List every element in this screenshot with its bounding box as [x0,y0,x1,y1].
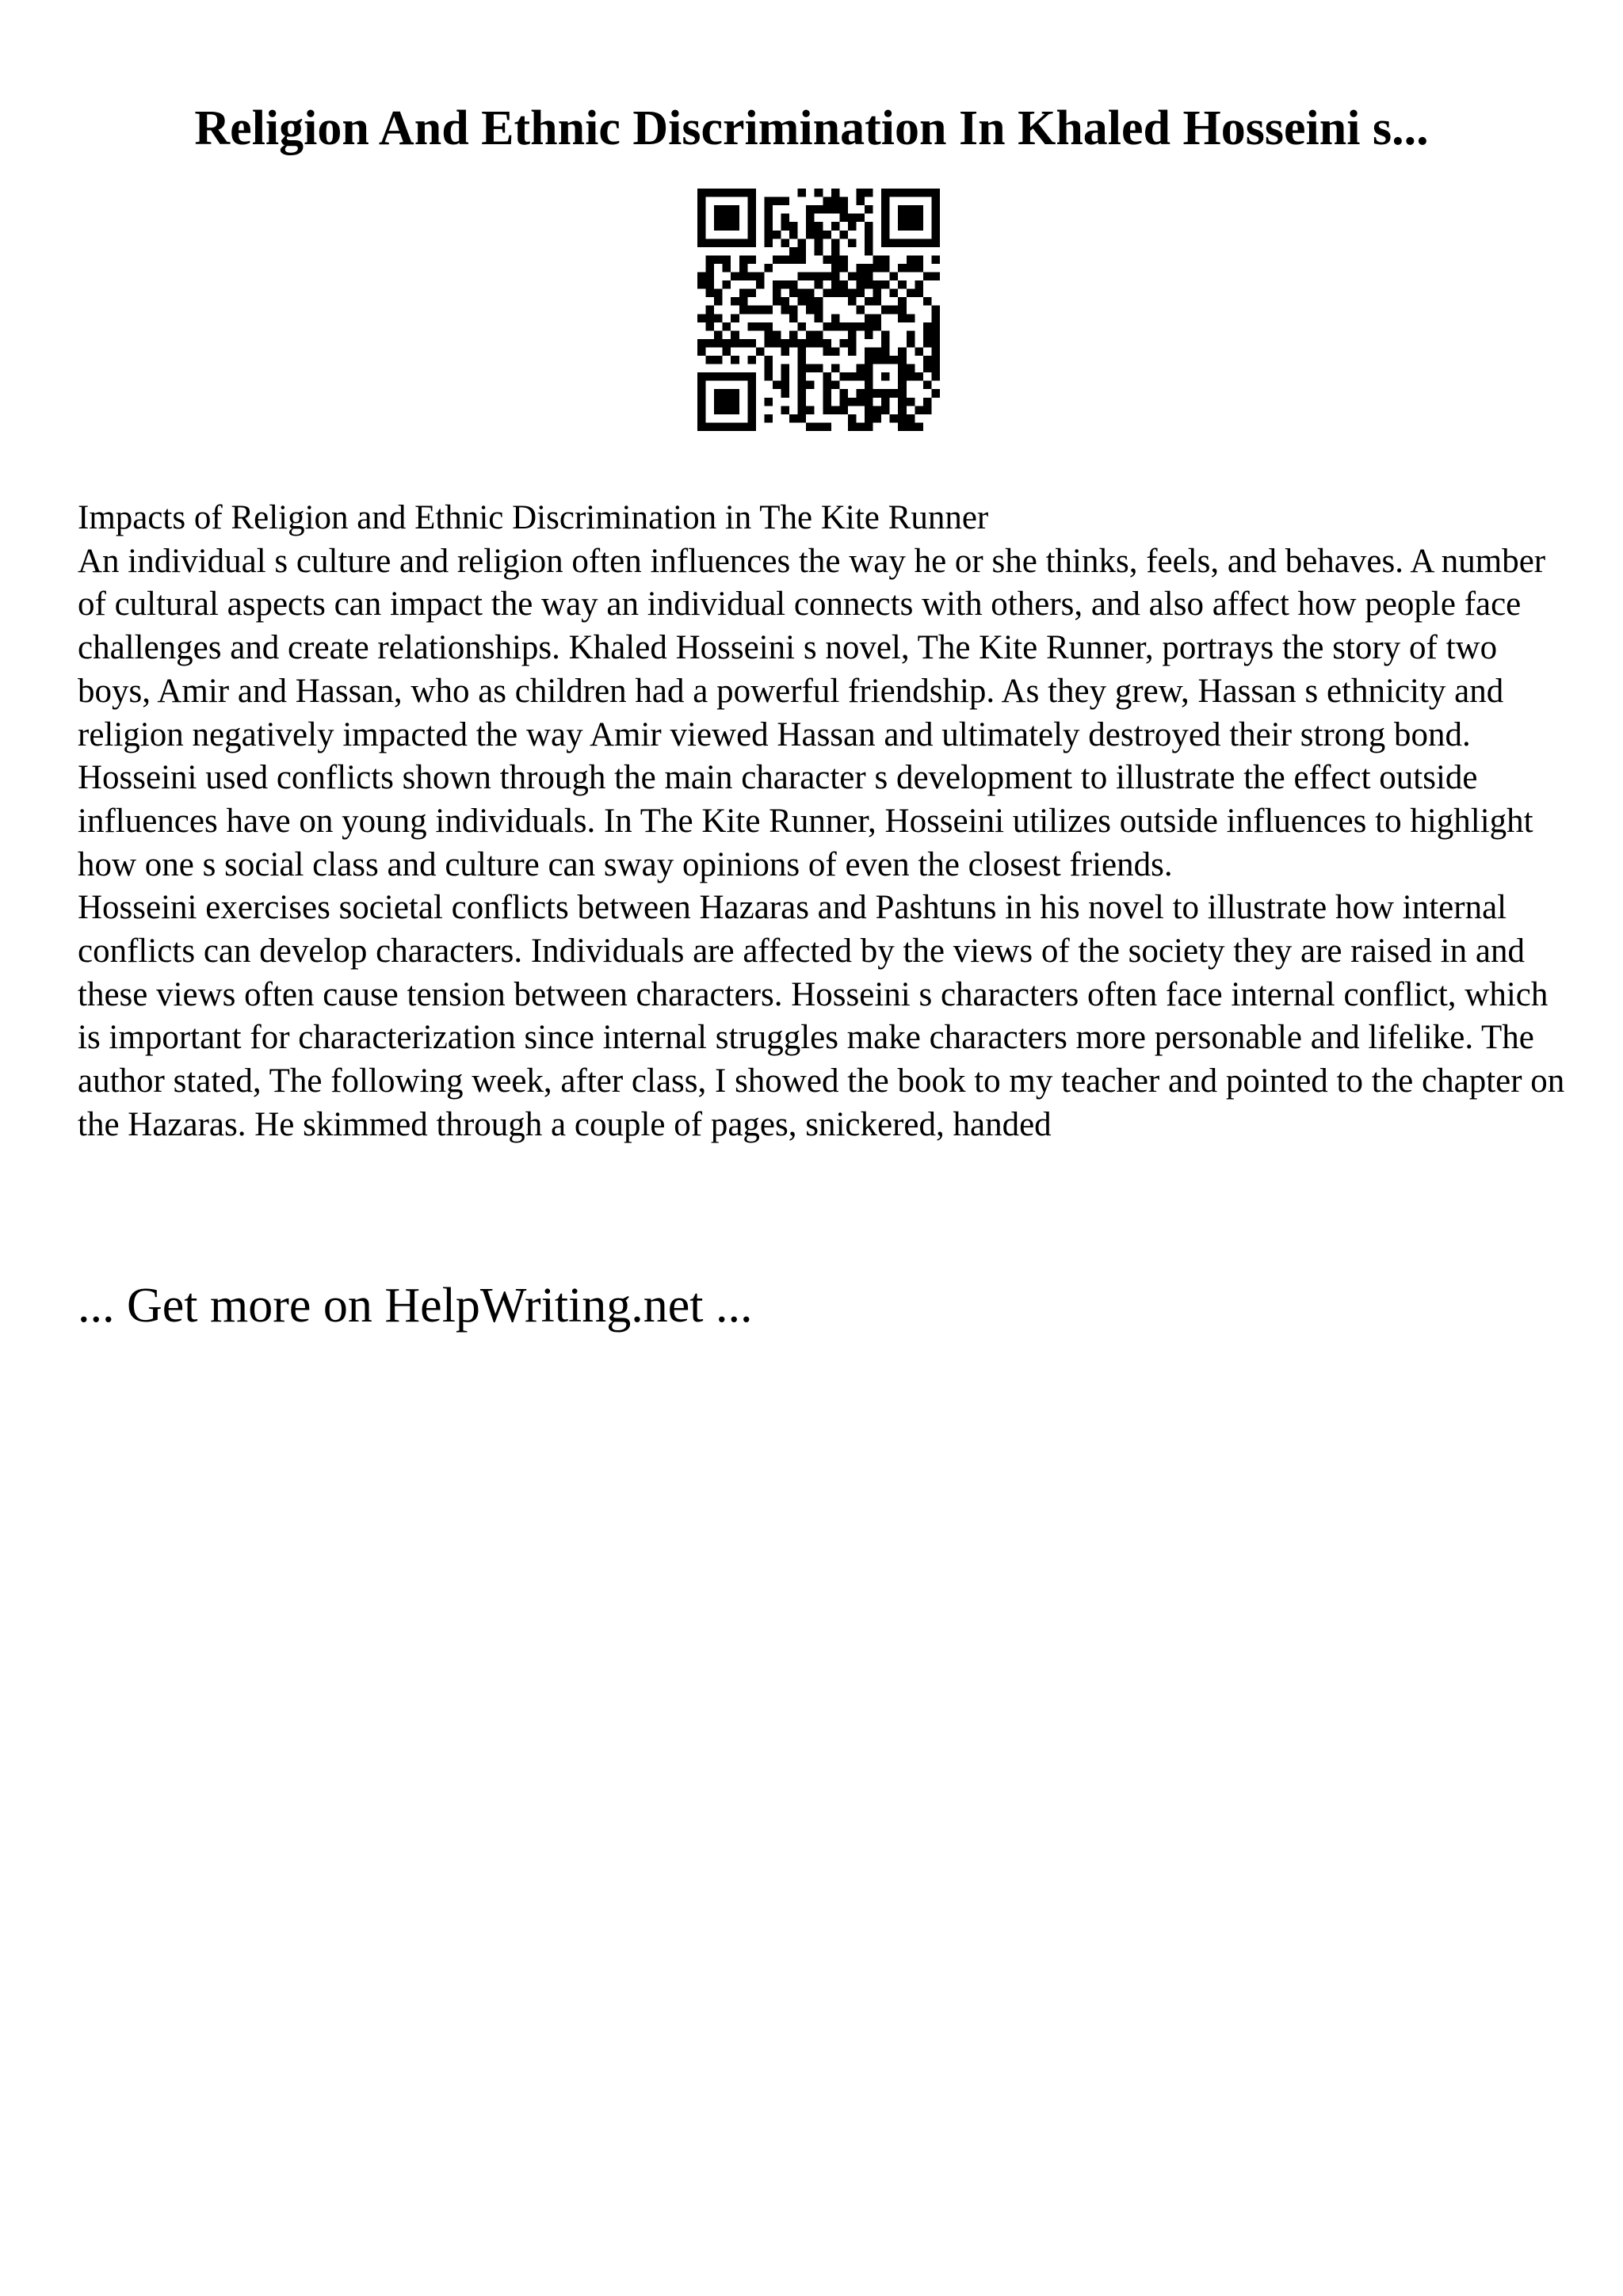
document-title: Religion And Ethnic Discrimination In Khaled Hosseini s... [194,101,1429,155]
qr-code-icon [697,189,940,431]
paragraph-1: An individual s culture and religion often influences the way he or she thinks, feels, and behaves. A number of cultural aspects can impact the way an individual connects with others, and also affect how people face challenges and create relationships. Khaled Hosseini s novel, The Kite Runner, portrays the story of two boys, Amir and Hassan, who as children had a powerful friendship. As they grew, Hassan s ethnicity and religion negatively impacted the way Amir viewed Hassan and ultimately destroyed their strong bond. Hosseini used conflicts shown through the main character s development to illustrate the effect outside influences have on young individuals. In The Kite Runner, Hosseini utilizes outside influences to highlight how one s social class and culture can sway opinions of even the closest friends. [78,542,1546,883]
paragraph-2: Hosseini exercises societal conflicts between Hazaras and Pashtuns in his novel to illustrate how internal conflicts can develop characters. Individuals are affected by the views of the society they are raised in and these views often cause tension between characters. Hosseini s characters often face internal conflict, which is important for characterization since internal struggles make characters more personable and lifelike. The author stated, The following week, after class, I showed the book to my teacher and pointed to the chapter on the Hazaras. He skimmed through a couple of pages, snickered, handed [78,889,1565,1143]
document-body [78,497,1568,1147]
document-subtitle: Impacts of Religion and Ethnic Discrimination in The Kite Runner [78,499,989,536]
get-more-link[interactable]: ... Get more on HelpWriting.net ... [78,1279,753,1333]
